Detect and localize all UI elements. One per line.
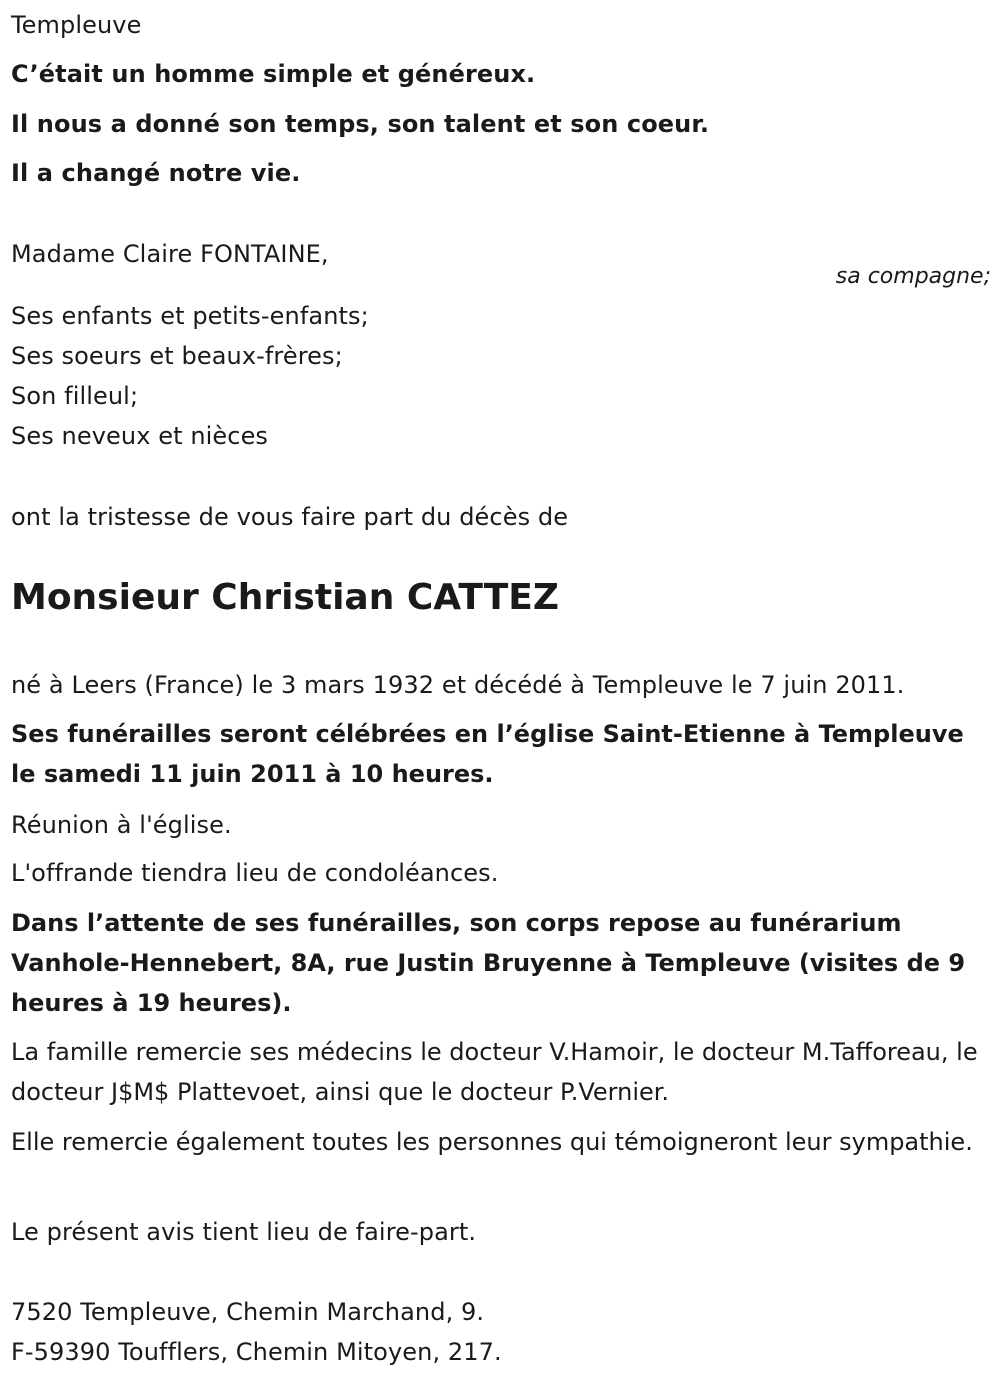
family-line: Ses enfants et petits-enfants; [11,302,369,330]
repose-details: Dans l’attente de ses funérailles, son corps repose au funérarium Vanhole-Hennebert, 8A, rue Justin Bruyenne à Templeuve (visites de 9 heures à 19 heures). [11,909,966,1017]
family-line: Son filleul; [11,382,139,410]
partner-name: Madame Claire FONTAINE, [11,240,329,268]
partner-relation: sa compagne; [835,264,991,289]
tribute-line: C’était un homme simple et généreux. [11,60,536,88]
notice: Le présent avis tient lieu de faire-part. [11,1218,477,1246]
tribute-line: Il a changé notre vie. [11,159,301,187]
thanks-people: Elle remercie également toutes les personnes qui témoigneront leur sympathie. [11,1128,973,1156]
family-line: Ses neveux et nièces [11,422,269,450]
place-header: Templeuve [11,11,142,39]
address-line: F-59390 Toufflers, Chemin Mitoyen, 217. [11,1338,502,1366]
funeral-details: Ses funérailles seront célébrées en l’église Saint-Etienne à Templeuve le samedi 11 juin 2011 à 10 heures. [11,720,964,788]
thanks-doctors: La famille remercie ses médecins le docteur V.Hamoir, le docteur M.Tafforeau, le docteur J$M$ Plattevoet, ainsi que le docteur P.Vernier. [11,1038,978,1106]
meeting: Réunion à l'église. [11,811,232,839]
address-line: 7520 Templeuve, Chemin Marchand, 9. [11,1298,485,1326]
family-line: Ses soeurs et beaux-frères; [11,342,343,370]
birth-death: né à Leers (France) le 3 mars 1932 et décédé à Templeuve le 7 juin 2011. [11,671,905,699]
offering: L'offrande tiendra lieu de condoléances. [11,859,499,887]
deceased-name: Monsieur Christian CATTEZ [11,577,559,618]
announcement: ont la tristesse de vous faire part du décès de [11,503,569,531]
tribute-line: Il nous a donné son temps, son talent et son coeur. [11,110,710,138]
